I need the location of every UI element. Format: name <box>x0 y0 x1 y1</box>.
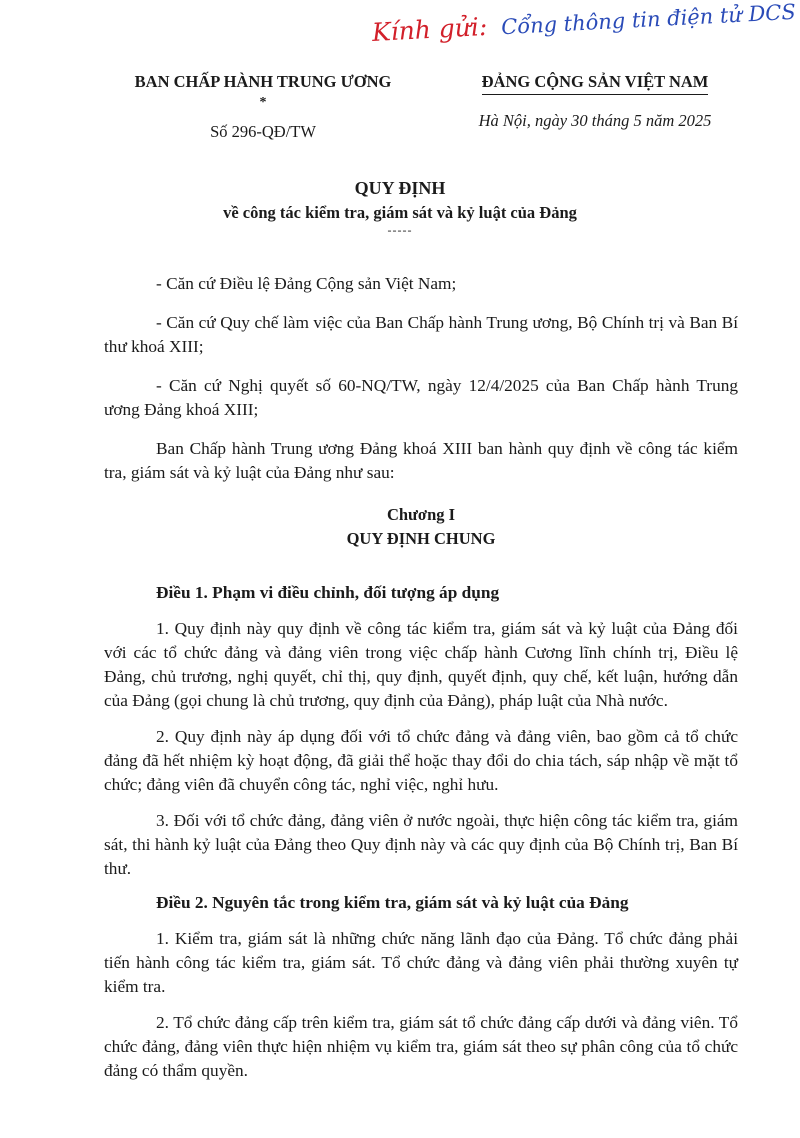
chapter-number: Chương I <box>386 505 456 524</box>
intro-paragraph: Ban Chấp hành Trung ương Đảng khoá XIII ban hành quy định về công tác kiểm tra, giám sát và kỷ luật của Đảng như sau: <box>104 439 738 482</box>
document-number: Số 296-QĐ/TW <box>210 122 316 141</box>
article-paragraph: 1. Quy định này quy định về công tác kiểm tra, giám sát và kỷ luật của Đảng đối với các tổ chức đảng và đảng viên trong việc chấp hành Cương lĩnh chính trị, Điều lệ Đảng, chủ trương, nghị quyết, chỉ thị, quy định, quyết định, quy chế, kết luận, hướng dẫn của Đảng (gọi chung là chủ trương, quy định của Đảng), pháp luật của Nhà nước. <box>104 619 738 710</box>
party-name: ĐẢNG CỘNG SẢN VIỆT NAM <box>482 72 709 95</box>
title-subtitle: về công tác kiểm tra, giám sát và kỷ luật của Đảng <box>223 203 577 222</box>
document-body <box>104 272 738 1095</box>
article-heading: Điều 2. Nguyên tắc trong kiểm tra, giám sát và kỷ luật của Đảng <box>156 893 629 912</box>
basis-item: - Căn cứ Quy chế làm việc của Ban Chấp hành Trung ương, Bộ Chính trị và Ban Bí thư khoá XIII; <box>104 313 738 356</box>
handwritten-note-label: Kính gửi: <box>371 11 488 47</box>
article-paragraph: 2. Quy định này áp dụng đối với tổ chức đảng và đảng viên, bao gồm cả tổ chức đảng đã hết nhiệm kỳ hoạt động, đã giải thể hoặc thay đổi do chia tách, sáp nhập về mặt tổ chức; đảng viên đã chuyển công tác, nghỉ việc, nghỉ hưu. <box>104 727 738 794</box>
basis-item: - Căn cứ Điều lệ Đảng Cộng sản Việt Nam; <box>156 274 457 293</box>
title-divider: ----- <box>387 223 413 237</box>
article-paragraph: 2. Tổ chức đảng cấp trên kiểm tra, giám sát tổ chức đảng cấp dưới và đảng viên. Tổ chức đảng, đảng viên thực hiện nhiệm vụ kiểm tra, giám sát theo sự phân công của tổ chức đảng có thẩm quyền. <box>104 1013 738 1080</box>
chapter-name: QUY ĐỊNH CHUNG <box>346 529 496 548</box>
handwritten-note <box>371 0 796 47</box>
article-paragraph: 1. Kiểm tra, giám sát là những chức năng lãnh đạo của Đảng. Tổ chức đảng phải tiến hành công tác kiểm tra, giám sát. Tổ chức đảng và đảng viên phải thường xuyên tự kiểm tra. <box>104 929 738 996</box>
article-paragraph: 3. Đối với tổ chức đảng, đảng viên ở nước ngoài, thực hiện công tác kiểm tra, giám sát, thi hành kỷ luật của Đảng theo Quy định này và các quy định của Bộ Chính trị, Ban Bí thư. <box>104 811 738 878</box>
article-heading: Điều 1. Phạm vi điều chỉnh, đối tượng áp dụng <box>156 583 500 602</box>
party-block <box>440 72 750 131</box>
handwritten-note-recipient: Cổng thông tin điện tử DCS <box>500 0 797 40</box>
star-mark: * <box>259 95 267 110</box>
issuer-name: BAN CHẤP HÀNH TRUNG ƯƠNG <box>134 72 392 91</box>
document-title <box>0 178 800 235</box>
place-date: Hà Nội, ngày 30 tháng 5 năm 2025 <box>478 111 712 130</box>
basis-item: - Căn cứ Nghị quyết số 60-NQ/TW, ngày 12/4/2025 của Ban Chấp hành Trung ương Đảng khoá XIII; <box>104 376 738 419</box>
issuer-block <box>108 72 418 142</box>
title-main: QUY ĐỊNH <box>354 178 446 198</box>
